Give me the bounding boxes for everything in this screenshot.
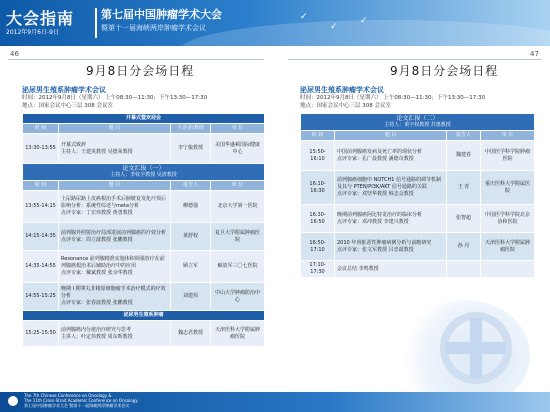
row-speaker: 柳德强 [171,191,211,223]
table-header-row [23,181,265,191]
row-unit: 北京大学第一医院 [211,191,265,223]
row-speaker: 刘建伟 [171,283,211,311]
table-row [23,321,265,347]
row-unit: 中国医学科学院北京协和医院 [481,205,535,233]
conference-title: 第七届中国肿瘤学术大会 [101,8,222,21]
forum-title: 论文汇报（二） [396,115,439,122]
forum-title: 论文汇报（一） [122,165,165,172]
row-topic: 前列腺外照射治疗局部进展前列腺癌的疗效分析 点评专家：周立波教授 张鹏教授 [59,223,171,251]
row-time: 16:10-16:30 [301,171,335,205]
right-page-rule [288,59,542,60]
table-row [23,191,265,223]
bird-icon: ✓ [330,22,338,32]
right-session-venue: 地点：国家会议中心三层 308 会议室 [300,103,391,109]
row-time: 13:30-13:55 [23,134,59,164]
row-topic: 晚期 I 期睾丸非精原细胞瘤手术治疗模式的疗效分析 点评专家：张春波教授 张鹏教授 [59,283,171,311]
table-row [23,251,265,283]
table-header-row [301,131,535,141]
row-time: 15:25-15:50 [23,321,59,347]
column-header: 单 位 [211,124,265,134]
table-row [23,283,265,311]
row-unit: 中山大学肿瘤防治中心 [211,283,265,311]
row-unit: 天津医科大学附属肿瘤医院 [481,233,535,261]
footer-line-1: The 7th Chinese Conference on Oncology & [24,393,112,398]
row-speaker: 李宁俊教授 [171,134,211,164]
row-topic: 开幕式致辞 主持人：王建英教授 吴德荣教授 [59,134,171,164]
left-page-number: 46 [10,50,19,58]
column-header: 时 间 [23,181,59,191]
column-header: 题 目 [335,131,447,141]
column-header: 单 位 [211,181,265,191]
row-time: 14:55-15:25 [23,283,59,311]
row-topic: 中国前列腺癌发病及死亡率的现状分析 点评专家：孔广晨教授 潘德奇教授 [335,141,447,171]
footer-line-3: 第七届中国肿瘤学术大会 暨第十一届海峡两岸肿瘤学术会议 [24,403,130,408]
row-time: 14:15-14:35 [23,223,59,251]
forum-chairs: 主持人：黄宇权教授 苏惠教授 [384,122,451,128]
column-header: 题 目 [59,181,171,191]
left-page-heading: 9月8日分会场日程 [86,64,195,78]
table-row [23,223,265,251]
left-schedule-table [22,113,265,347]
conference-subtitle: 暨第十一届海峡两岸肿瘤学术会议 [101,24,206,32]
left-session-title: 泌尿男生殖系肿瘤学术会议 [22,86,106,94]
right-session-title: 泌尿男生殖系肿瘤学术会议 [300,86,384,94]
left-session-venue: 地点：国家会议中心三层 308 会议室 [22,103,113,109]
row-time: 17:10-17:30 [301,261,335,278]
column-header: 报告人 [447,131,481,141]
row-unit: 中国医学科学院肿瘤医院 [481,141,535,171]
row-topic: 会议总结 李鸣教授 [335,261,447,278]
column-header: 主讲者/教授 [171,124,211,134]
bird-icon: ✓ [300,12,308,22]
row-unit: 复旦大学附属肿瘤医院 [211,223,265,251]
row-speaker: 孙 丹 [447,233,481,261]
column-header: 报告人 [171,181,211,191]
table-row [301,233,535,261]
left-page-rule [8,59,264,60]
header-divider [95,8,97,38]
footer-line-2: The 11th Cross-Strait Academic Conference on Oncology [24,398,138,403]
row-unit: 解放军三〇七医院 [211,251,265,283]
row-topic: 晚期前列腺癌阿比特龙治疗的临床分析 点评专家：邓冲教授 李建兴教授 [335,205,447,233]
right-page-heading: 9月8日分会场日程 [390,64,499,78]
row-topic: 前列腺癌细胞中 NOTCH1 信号通路的调节机制及其与 PTEN/PI3K/AKT 信号通路的关联 点评专家：邓坚华教授 韩志会教授 [335,171,447,205]
table-row [23,134,265,164]
header-banner [0,0,550,46]
row-topic: 2010 年肾脏恶性肿瘤病例分析与前瞻研究 点评专家：张文军教授 吕忠福教授 [335,233,447,261]
row-speaker: 黄舒权 [171,223,211,251]
logo-date: 2012年9月6日-9日 [6,29,59,36]
row-speaker: 魏建春 [447,141,481,171]
right-schedule-table [300,113,535,278]
table-row [301,205,535,233]
row-unit: 天津医科大学附属肿瘤医院 [211,321,265,347]
row-topic: Resonance 前列腺精准实施体积调强放疗在前列腺癌根治术后辅助治疗中的应用 点评专家：戴斌教授 张余华教授 [59,251,171,283]
column-header: 时 间 [301,131,335,141]
row-time: 13:55-14:15 [23,191,59,223]
conference-logo-icon [6,394,20,408]
forum-band [301,114,535,131]
right-session-time: 时间：2012年9月8日（星期六） 上午08:30—11:30；下午13:30—17:30 [300,95,486,101]
row-speaker: 魏志君教授 [171,321,211,347]
left-session-time: 时间：2012年9月8日（星期六） 上午08:30—11:30；下午13:30—17:30 [22,95,208,101]
table-row [301,261,535,278]
row-unit: 美国华盛顿国际健康中心 [211,134,265,164]
table-row [301,171,535,205]
row-time: 14:35-14:55 [23,251,59,283]
row-topic: 上尿路尿路上皮癌根治手术后膀胱复发化疗预后影响分析：系统性综述与meta分析 点评专家：丁宏伟教授 黄勇教授 [59,191,171,223]
row-topic: 前列腺癌内分泌治疗研究与思考 主讲人：叶定伟教授 周东晖教授 [59,321,171,347]
forum-chairs: 主持人：李钦宇教授 吴清教授 [110,172,177,178]
row-speaker: 张智超 [447,205,481,233]
row-speaker: 顾立军 [171,251,211,283]
column-header: 题 目 [59,124,171,134]
logo-title: 大会指南 [6,9,75,28]
opening-band: 开幕式暨欢迎会 [23,114,265,124]
break-band: 泌尿男生殖系肿瘤 [23,311,265,321]
table-row [301,141,535,171]
row-time: 15:50-16:10 [301,141,335,171]
column-header: 单 位 [481,131,535,141]
band-row [23,114,265,124]
row-unit [481,261,535,278]
band-row [23,311,265,321]
right-page-number: 47 [530,50,539,58]
row-time: 16:50-17:10 [301,233,335,261]
emblem-cross-horizontal [446,342,506,354]
column-header: 时 间 [23,124,59,134]
forum-band [23,164,265,181]
bird-icon: ✓ [360,16,368,26]
row-time: 16:30-16:50 [301,205,335,233]
row-speaker: 王 青 [447,171,481,205]
row-unit: 重庆医科大学附属医院 [481,171,535,205]
row-speaker [447,261,481,278]
table-header-row [23,124,265,134]
